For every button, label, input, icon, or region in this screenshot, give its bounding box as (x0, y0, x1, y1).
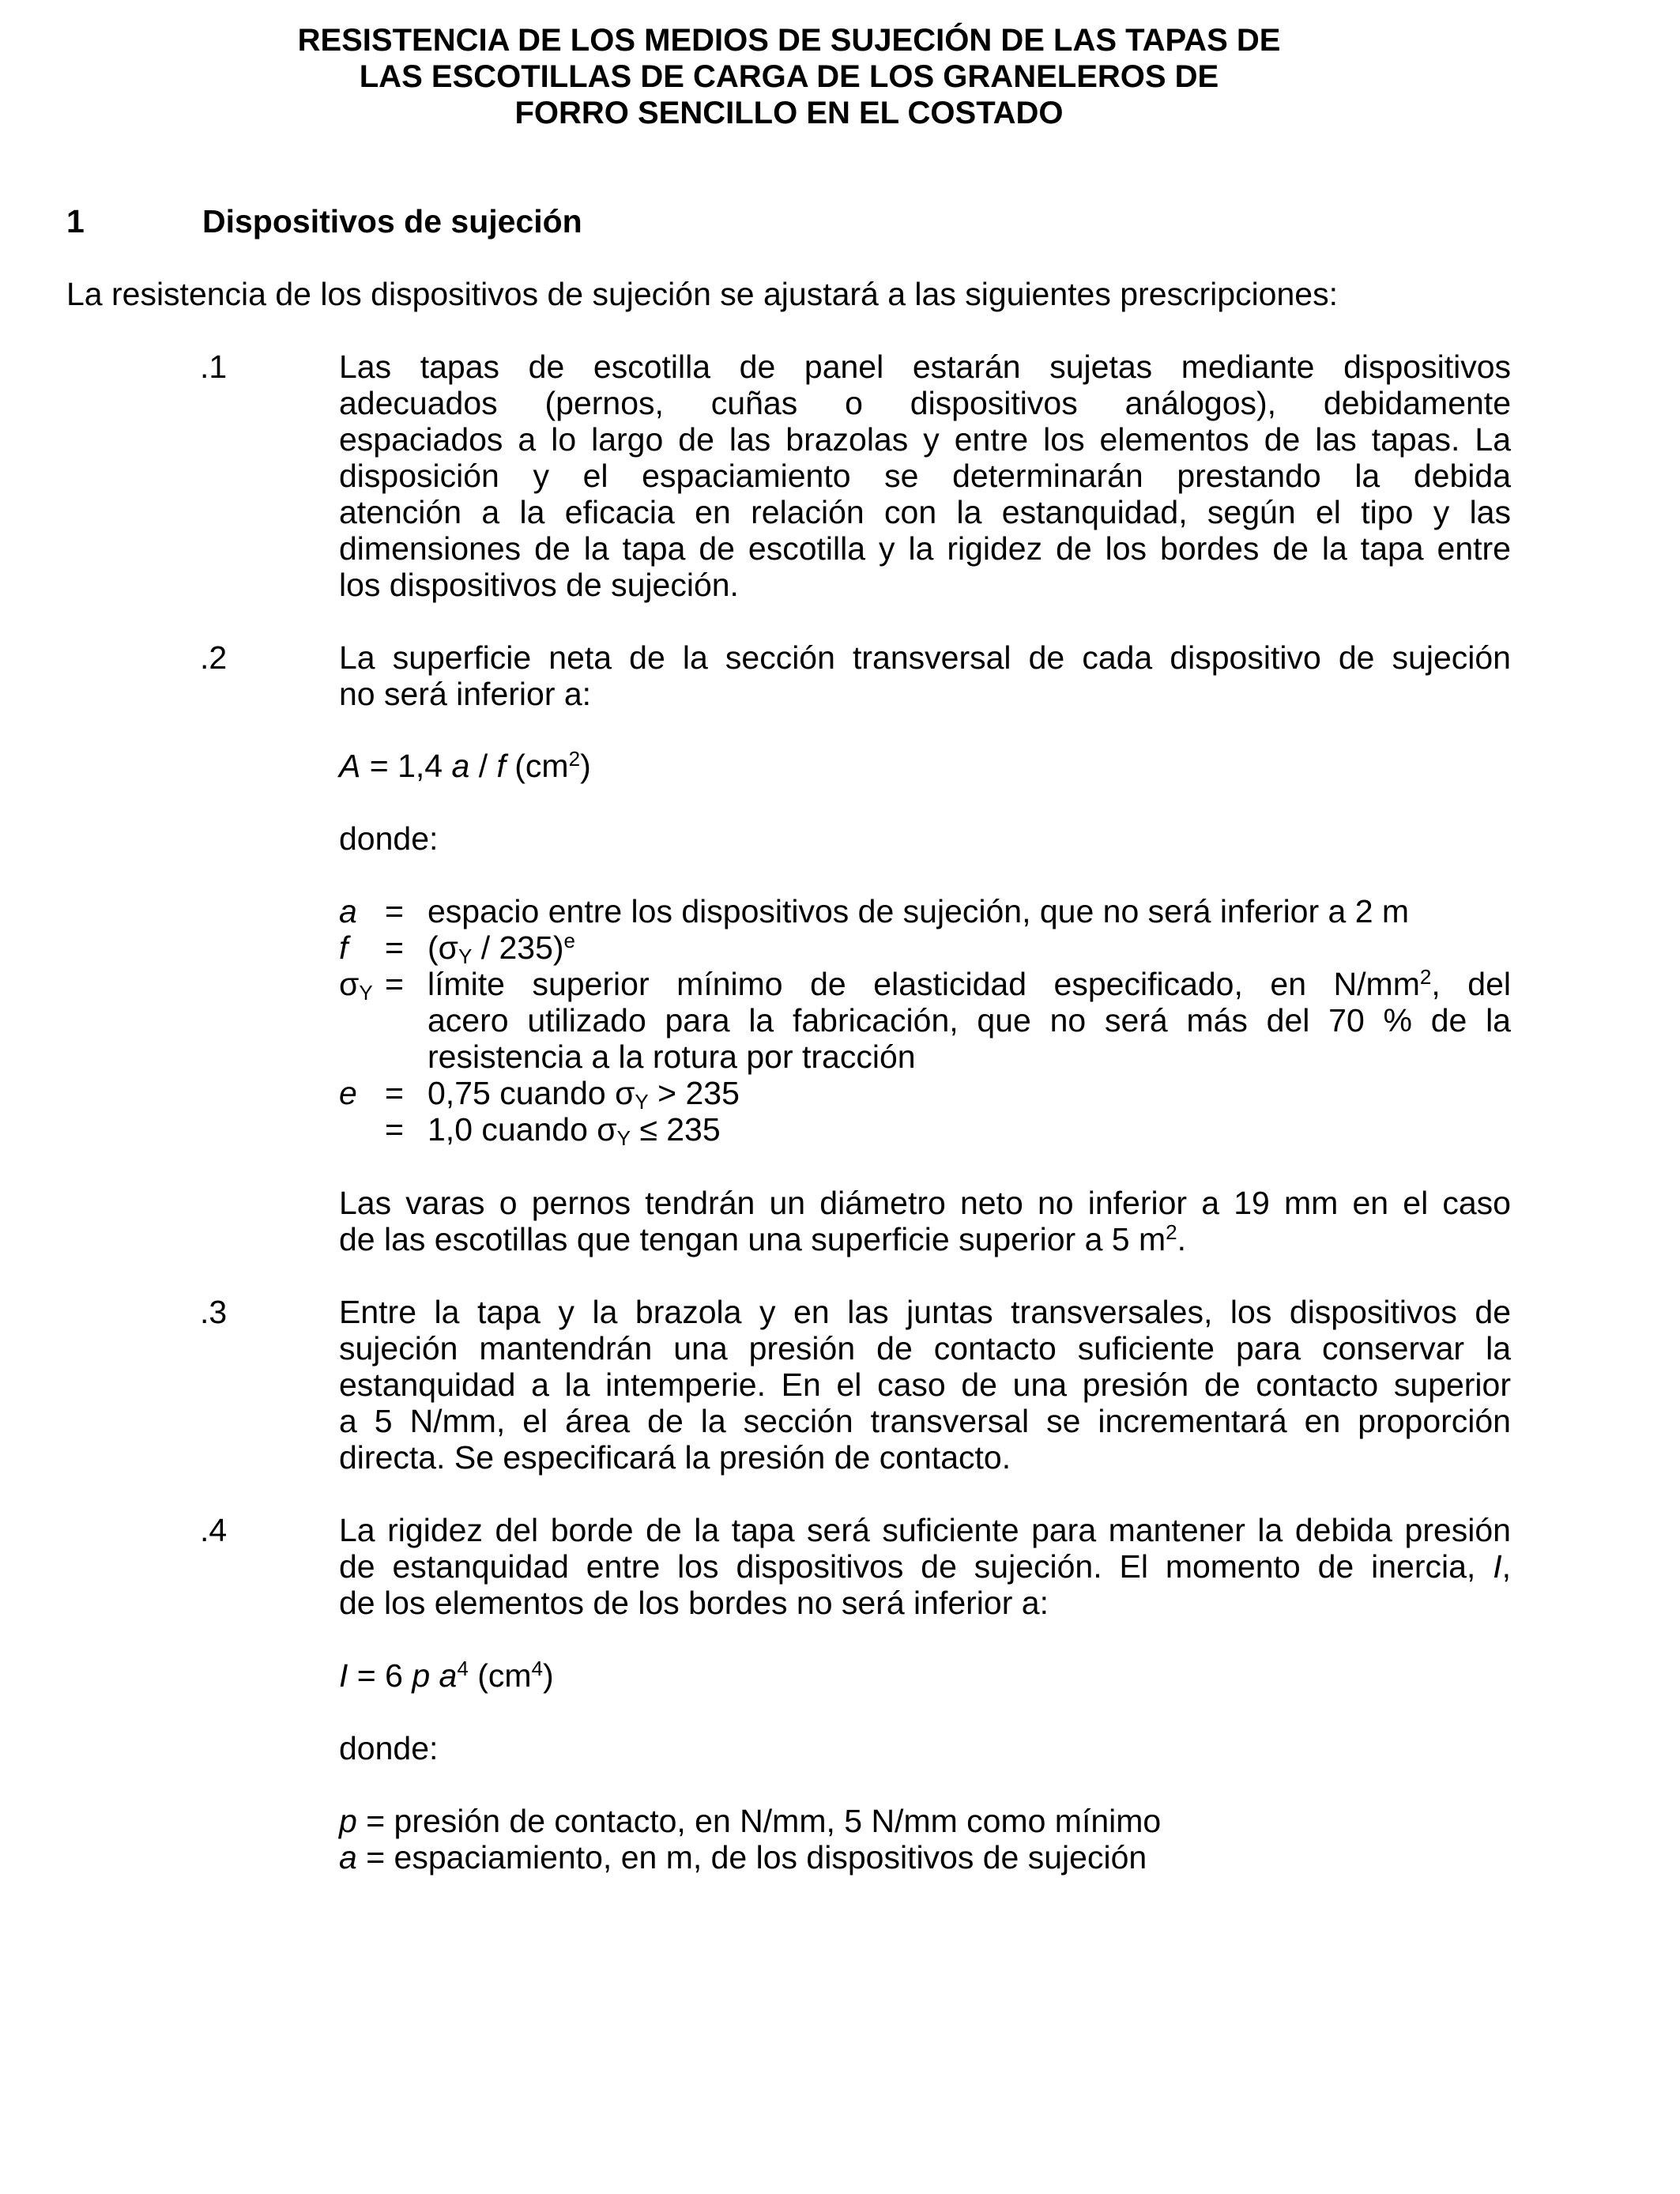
note-line (339, 1221, 1511, 1257)
text-part: / 235) (472, 929, 564, 966)
definition-sigma (339, 966, 1511, 1075)
definition-symbol: f (339, 929, 348, 966)
definition-equals: = (385, 1111, 404, 1148)
definition-e-alt (339, 1111, 1511, 1148)
item-1-number: .1 (200, 349, 228, 385)
item-4-line (339, 1548, 1511, 1585)
item-2-paragraph (339, 639, 1511, 712)
inertia-symbol: I (1493, 1548, 1502, 1585)
superscript: 2 (1419, 965, 1432, 989)
item-1-line: atención a la eficacia en relación con la estanquidad, según el tipo y las (339, 494, 1511, 530)
item-2-where: donde: (339, 820, 439, 857)
definition-symbol: a (339, 1839, 357, 1875)
item-1-paragraph (339, 349, 1511, 603)
definition-a (339, 1839, 1511, 1875)
section-title: Dispositivos de sujeción (202, 203, 582, 239)
formula-symbol-I: I (339, 1657, 348, 1694)
formula-unit: ) (580, 748, 591, 784)
formula-exponent: 4 (531, 1657, 543, 1680)
title-line-2: LAS ESCOTILLAS DE CARGA DE LOS GRANELEROS DE (359, 59, 1219, 94)
item-4-formula (339, 1657, 1511, 1694)
definition-text: = presión de contacto, en N/mm, 5 N/mm como mínimo (356, 1803, 1162, 1839)
item-2-formula (339, 748, 1511, 784)
text-part: de las escotillas que tengan una superficie superior a 5 m (339, 1221, 1166, 1257)
definition-symbol: p (339, 1803, 357, 1839)
text-part: 0,75 cuando σ (428, 1075, 635, 1111)
subscript: Y (616, 1126, 631, 1150)
item-3-line: sujeción mantendrán una presión de contacto suficiente para conservar la (339, 1330, 1511, 1367)
item-1-line: adecuados (pernos, cuñas o dispositivos análogos), debidamente (339, 385, 1511, 421)
text-part: 1,0 cuando σ (428, 1111, 617, 1148)
item-1-line: Las tapas de escotilla de panel estarán sujetas mediante dispositivos (339, 349, 1511, 385)
item-4-line: de los elementos de los bordes no será inferior a: (339, 1585, 1049, 1621)
section-number: 1 (66, 203, 85, 239)
formula-symbol-f: f (496, 748, 506, 784)
formula-exponent: 2 (568, 747, 581, 771)
definition-symbol: e (339, 1075, 357, 1111)
item-1-line: los dispositivos de sujeción. (339, 567, 739, 603)
definition-text (428, 1111, 1511, 1148)
item-4-number: .4 (200, 1512, 228, 1548)
formula-part: = 1,4 (360, 748, 452, 784)
sigma-symbol: σ (339, 966, 360, 1002)
definition-text-line: acero utilizado para la fabricación, que no será más del 70 % de la (428, 1002, 1511, 1039)
item-4-line: La rigidez del borde de la tapa será suficiente para mantener la debida presión (339, 1512, 1511, 1548)
item-3-line: directa. Se especificará la presión de contacto. (339, 1439, 1011, 1476)
title-line-3: FORRO SENCILLO EN EL COSTADO (514, 96, 1064, 130)
subscript: Y (635, 1090, 649, 1114)
item-4-definitions (339, 1803, 1511, 1875)
item-3-paragraph (339, 1294, 1511, 1476)
definition-text: = espaciamiento, en m, de los dispositivos de sujeción (356, 1839, 1147, 1875)
subscript: Y (458, 944, 473, 968)
definition-text-line (428, 966, 1511, 1002)
formula-exponent: 4 (457, 1657, 469, 1680)
item-2-number: .2 (200, 639, 228, 676)
subscript: Y (359, 981, 373, 1005)
formula-symbol-a: a (439, 1657, 458, 1694)
item-1-line: dimensiones de la tapa de escotilla y la rigidez de los bordes de la tapa entre (339, 530, 1511, 567)
definition-text-line: resistencia a la rotura por tracción (428, 1039, 916, 1075)
definition-a (339, 893, 1511, 929)
definition-equals: = (385, 966, 404, 1002)
definition-p (339, 1803, 1511, 1839)
note-line: Las varas o pernos tendrán un diámetro neto no inferior a 19 mm en el caso (339, 1185, 1511, 1221)
item-1-line: disposición y el espaciamiento se determinarán prestando la debida (339, 458, 1511, 494)
definition-text (428, 1075, 1511, 1114)
definition-equals: = (385, 893, 404, 929)
item-2-definitions (339, 893, 1511, 1148)
formula-symbol-p: p (412, 1657, 431, 1694)
item-3-line: estanquidad a la intemperie. En el caso de una presión de contacto superior (339, 1367, 1511, 1403)
text-part: . (1177, 1221, 1186, 1257)
superscript: e (563, 929, 576, 952)
item-2-line: no será inferior a: (339, 676, 592, 712)
definition-equals: = (385, 929, 404, 966)
item-4-where: donde: (339, 1730, 439, 1766)
definition-symbol: a (339, 893, 357, 929)
text-part: , del (1431, 966, 1511, 1002)
definition-e (339, 1075, 1511, 1114)
definition-f (339, 929, 1511, 966)
item-3-number: .3 (200, 1294, 228, 1330)
text-part: límite superior mínimo de elasticidad especificado, en N/mm (428, 966, 1420, 1002)
text-part: (σ (428, 929, 458, 966)
text-part: , (1501, 1548, 1511, 1585)
item-4-paragraph (339, 1512, 1511, 1621)
text-part: de estanquidad entre los dispositivos de sujeción. El momento de inercia, (339, 1548, 1476, 1585)
text-part: > 235 (648, 1075, 740, 1111)
item-3-line: a 5 N/mm, el área de la sección transversal se incrementará en proporción (339, 1403, 1511, 1439)
formula-symbol-A: A (339, 748, 361, 784)
formula-unit: (cm (468, 1657, 532, 1694)
document-title (0, 22, 1578, 131)
formula-unit: ) (543, 1657, 554, 1694)
formula-part (430, 1657, 439, 1694)
formula-symbol-a: a (451, 748, 470, 784)
definition-equals: = (385, 1075, 404, 1111)
superscript: 2 (1166, 1220, 1177, 1244)
definition-symbol (339, 966, 373, 1005)
item-2-note (339, 1185, 1511, 1257)
section-intro: La resistencia de los dispositivos de sujeción se ajustará a las siguientes prescripciones: (66, 276, 1338, 312)
item-1-line: espaciados a lo largo de las brazolas y entre los elementos de las tapas. La (339, 421, 1511, 458)
formula-part: = 6 (348, 1657, 412, 1694)
definition-text (428, 929, 1511, 966)
definition-text: espacio entre los dispositivos de sujeción, que no será inferior a 2 m (428, 893, 1410, 929)
text-part: ≤ 235 (630, 1111, 721, 1148)
title-line-1: RESISTENCIA DE LOS MEDIOS DE SUJECIÓN DE LAS TAPAS DE (297, 23, 1281, 58)
item-3-line: Entre la tapa y la brazola y en las juntas transversales, los dispositivos de (339, 1294, 1511, 1330)
formula-unit: (cm (505, 748, 569, 784)
item-2-line: La superficie neta de la sección transversal de cada dispositivo de sujeción (339, 639, 1511, 676)
formula-part: / (469, 748, 497, 784)
